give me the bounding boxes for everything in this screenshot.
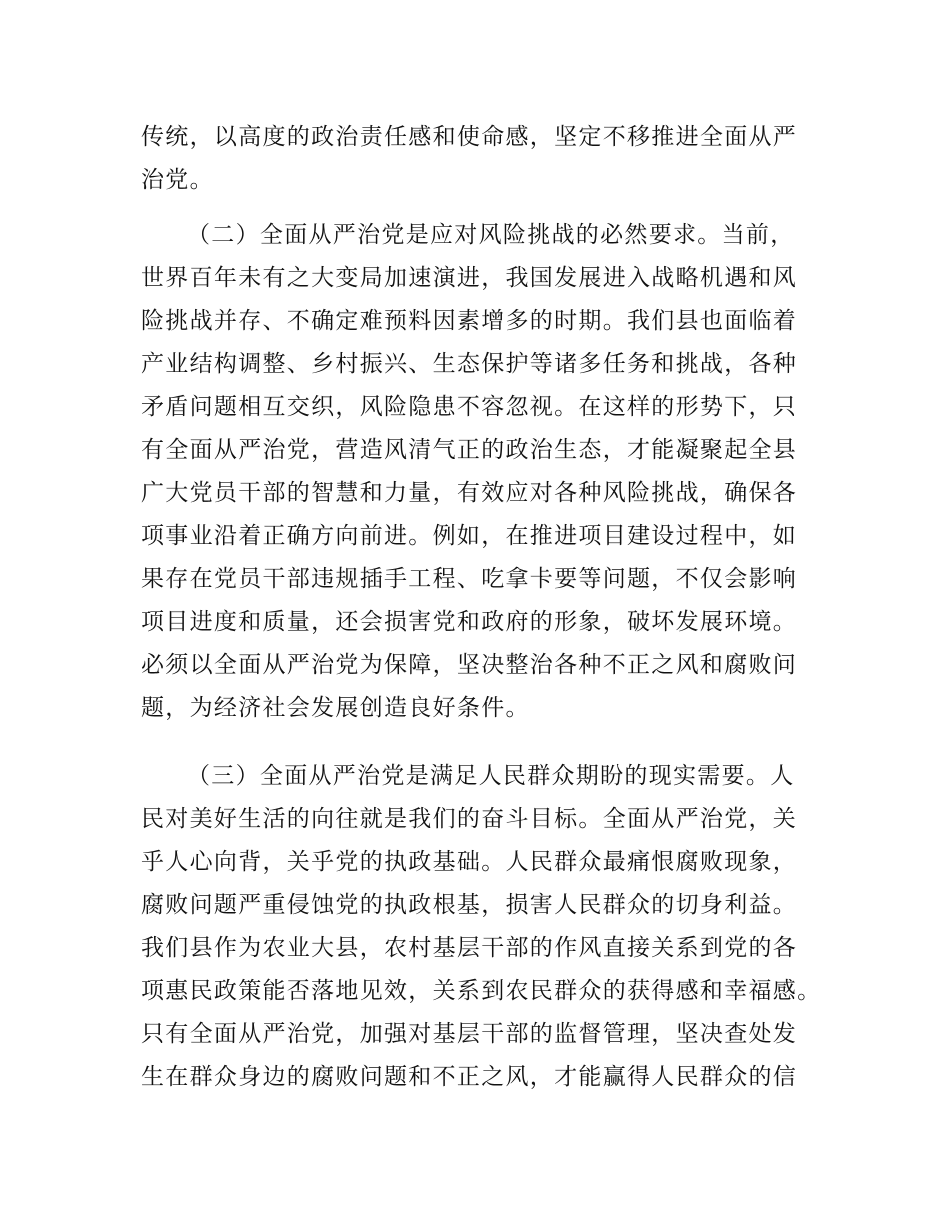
text-line: 有全面从严治党，营造风清气正的政治生态，才能凝聚起全县: [141, 437, 798, 463]
text-line: 乎人心向背，关乎党的执政基础。人民群众最痛恨腐败现象，: [141, 849, 798, 875]
text-line: 项惠民政策能否落地见效，关系到农民群众的获得感和幸福感。: [141, 978, 822, 1004]
paragraph-risk-challenges: [141, 214, 821, 730]
text-line: 产业结构调整、乡村振兴、生态保护等诸多任务和挑战，各种: [141, 351, 798, 377]
text-line: 世界百年未有之大变局加速演进，我国发展进入战略机遇和风: [141, 265, 798, 291]
text-line: 生在群众身边的腐败问题和不正之风，才能赢得人民群众的信: [141, 1064, 798, 1090]
text-line: 项事业沿着正确方向前进。例如，在推进项目建设过程中，如: [141, 523, 798, 549]
text-line: 题，为经济社会发展创造良好条件。: [141, 695, 530, 721]
paragraph-continuation: [141, 116, 821, 202]
text-line: 必须以全面从严治党为保障，坚决整治各种不正之风和腐败问: [141, 652, 798, 678]
paragraph-heading-line: （二）全面从严治党是应对风险挑战的必然要求。当前，: [187, 222, 795, 248]
text-line: 只有全面从严治党，加强对基层干部的监督管理，坚决查处发: [141, 1021, 798, 1047]
text-line: 传统，以高度的政治责任感和使命感，坚定不移推进全面从严: [141, 124, 798, 150]
text-line: 广大党员干部的智慧和力量，有效应对各种风险挑战，确保各: [141, 480, 798, 506]
text-line: 险挑战并存、不确定难预料因素增多的时期。我们县也面临着: [141, 308, 798, 334]
paragraph-heading-line: （三）全面从严治党是满足人民群众期盼的现实需要。人: [187, 763, 795, 789]
paragraph-people-expectations: [141, 755, 821, 1099]
text-line: 矛盾问题相互交织，风险隐患不容忽视。在这样的形势下，只: [141, 394, 798, 420]
text-line: 我们县作为农业大县，农村基层干部的作风直接关系到党的各: [141, 935, 798, 961]
text-line: 治党。: [141, 167, 214, 193]
text-line: 项目进度和质量，还会损害党和政府的形象，破坏发展环境。: [141, 609, 798, 635]
text-line: 民对美好生活的向往就是我们的奋斗目标。全面从严治党，关: [141, 806, 798, 832]
text-line: 果存在党员干部违规插手工程、吃拿卡要等问题，不仅会影响: [141, 566, 798, 592]
text-line: 腐败问题严重侵蚀党的执政根基，损害人民群众的切身利益。: [141, 892, 798, 918]
